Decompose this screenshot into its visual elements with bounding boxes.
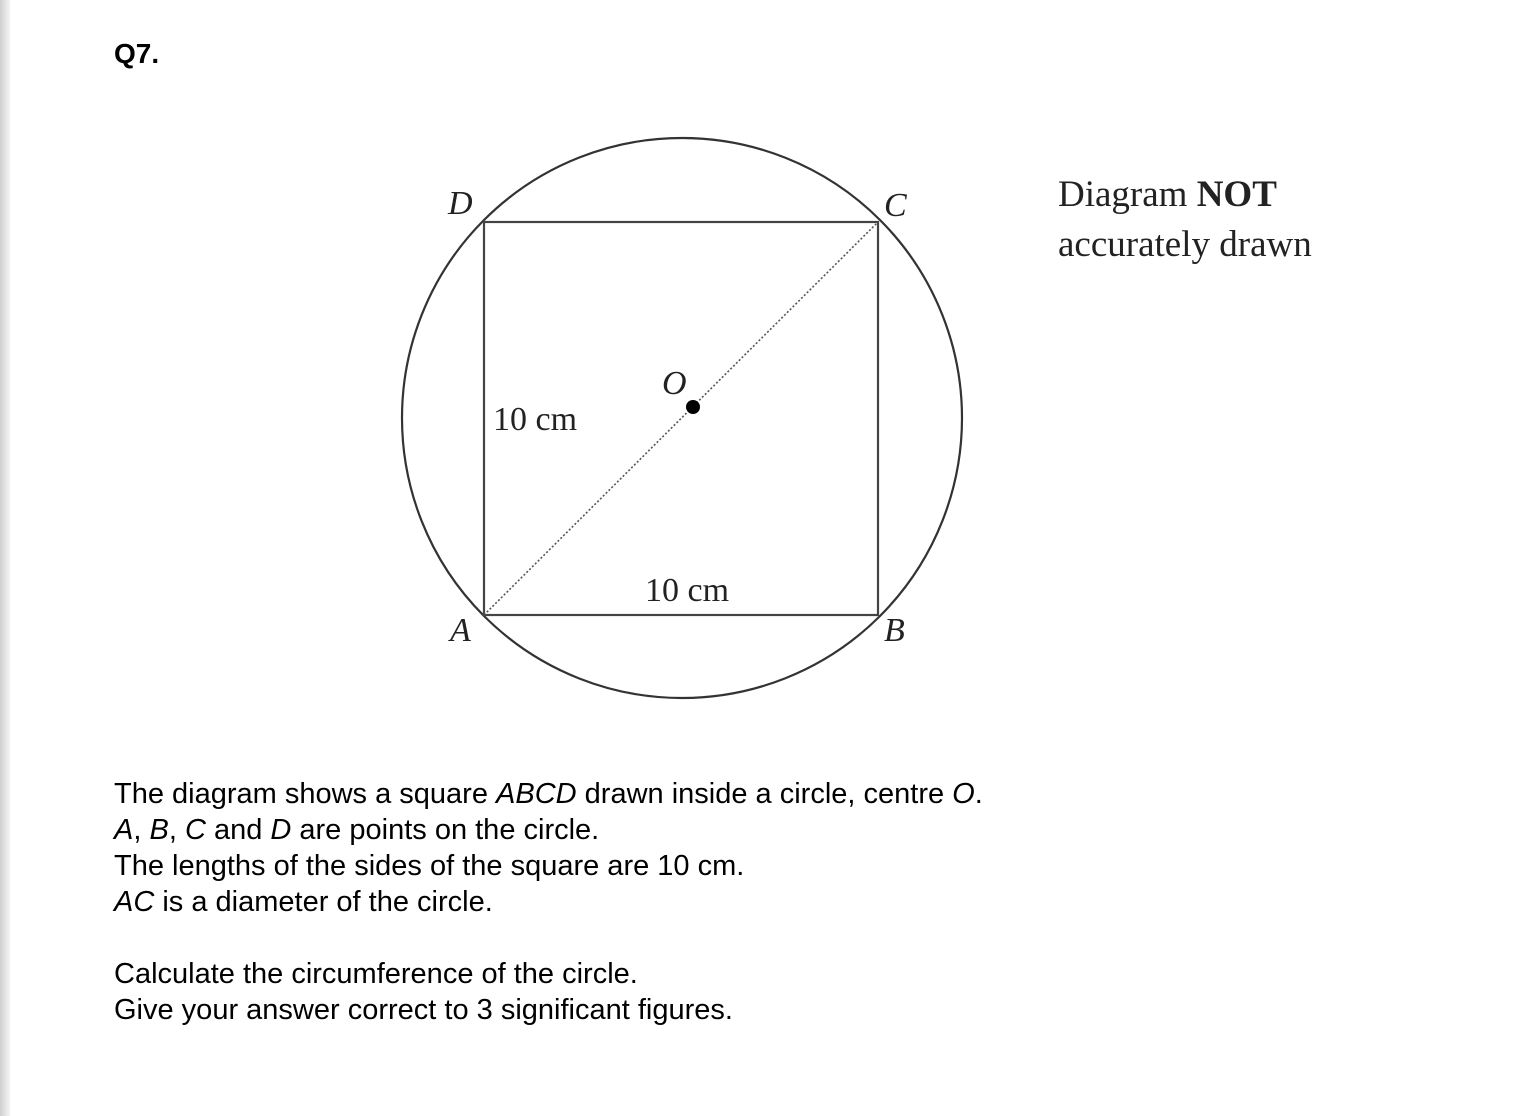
t4a: AC xyxy=(114,886,155,918)
question-text xyxy=(114,776,983,1028)
text-line-2 xyxy=(114,812,983,848)
t2b: , xyxy=(133,814,150,846)
text-line-3: The lengths of the sides of the square are 10 cm. xyxy=(114,850,745,882)
note-line-1 xyxy=(1058,170,1312,220)
text-line-6: Give your answer correct to 3 significant figures. xyxy=(114,994,733,1026)
text-line-5: Calculate the circumference of the circle. xyxy=(114,958,638,990)
t2f: and xyxy=(205,814,271,846)
side-length-bottom: 10 cm xyxy=(645,572,730,609)
t2e: C xyxy=(184,814,206,846)
paragraph-gap xyxy=(114,920,983,956)
t2a: A xyxy=(114,814,134,846)
t1b: ABCD xyxy=(496,778,577,810)
question-number: Q7. xyxy=(114,38,160,69)
label-b: B xyxy=(884,612,905,649)
label-c: C xyxy=(884,187,907,224)
t1d: O xyxy=(952,778,975,810)
centre-point xyxy=(686,400,700,414)
text-line-4 xyxy=(114,884,983,920)
t2d: , xyxy=(168,814,185,846)
note-line-2: accurately drawn xyxy=(1058,224,1312,265)
label-d: D xyxy=(448,185,473,222)
label-a: A xyxy=(450,612,471,649)
note-prefix: Diagram xyxy=(1058,174,1197,215)
t2c: B xyxy=(149,814,169,846)
t1a: The diagram shows a square xyxy=(114,778,497,810)
text-line-1 xyxy=(114,776,983,812)
t2h: are points on the circle. xyxy=(291,814,600,846)
t1c: drawn inside a circle, centre xyxy=(576,778,953,810)
side-length-left: 10 cm xyxy=(493,401,578,438)
note-emphasis: NOT xyxy=(1196,174,1277,215)
label-o: O xyxy=(662,365,687,402)
t2g: D xyxy=(270,814,292,846)
t4b: is a diameter of the circle. xyxy=(154,886,493,918)
t1e: . xyxy=(974,778,983,810)
diagram-note xyxy=(1058,170,1312,270)
